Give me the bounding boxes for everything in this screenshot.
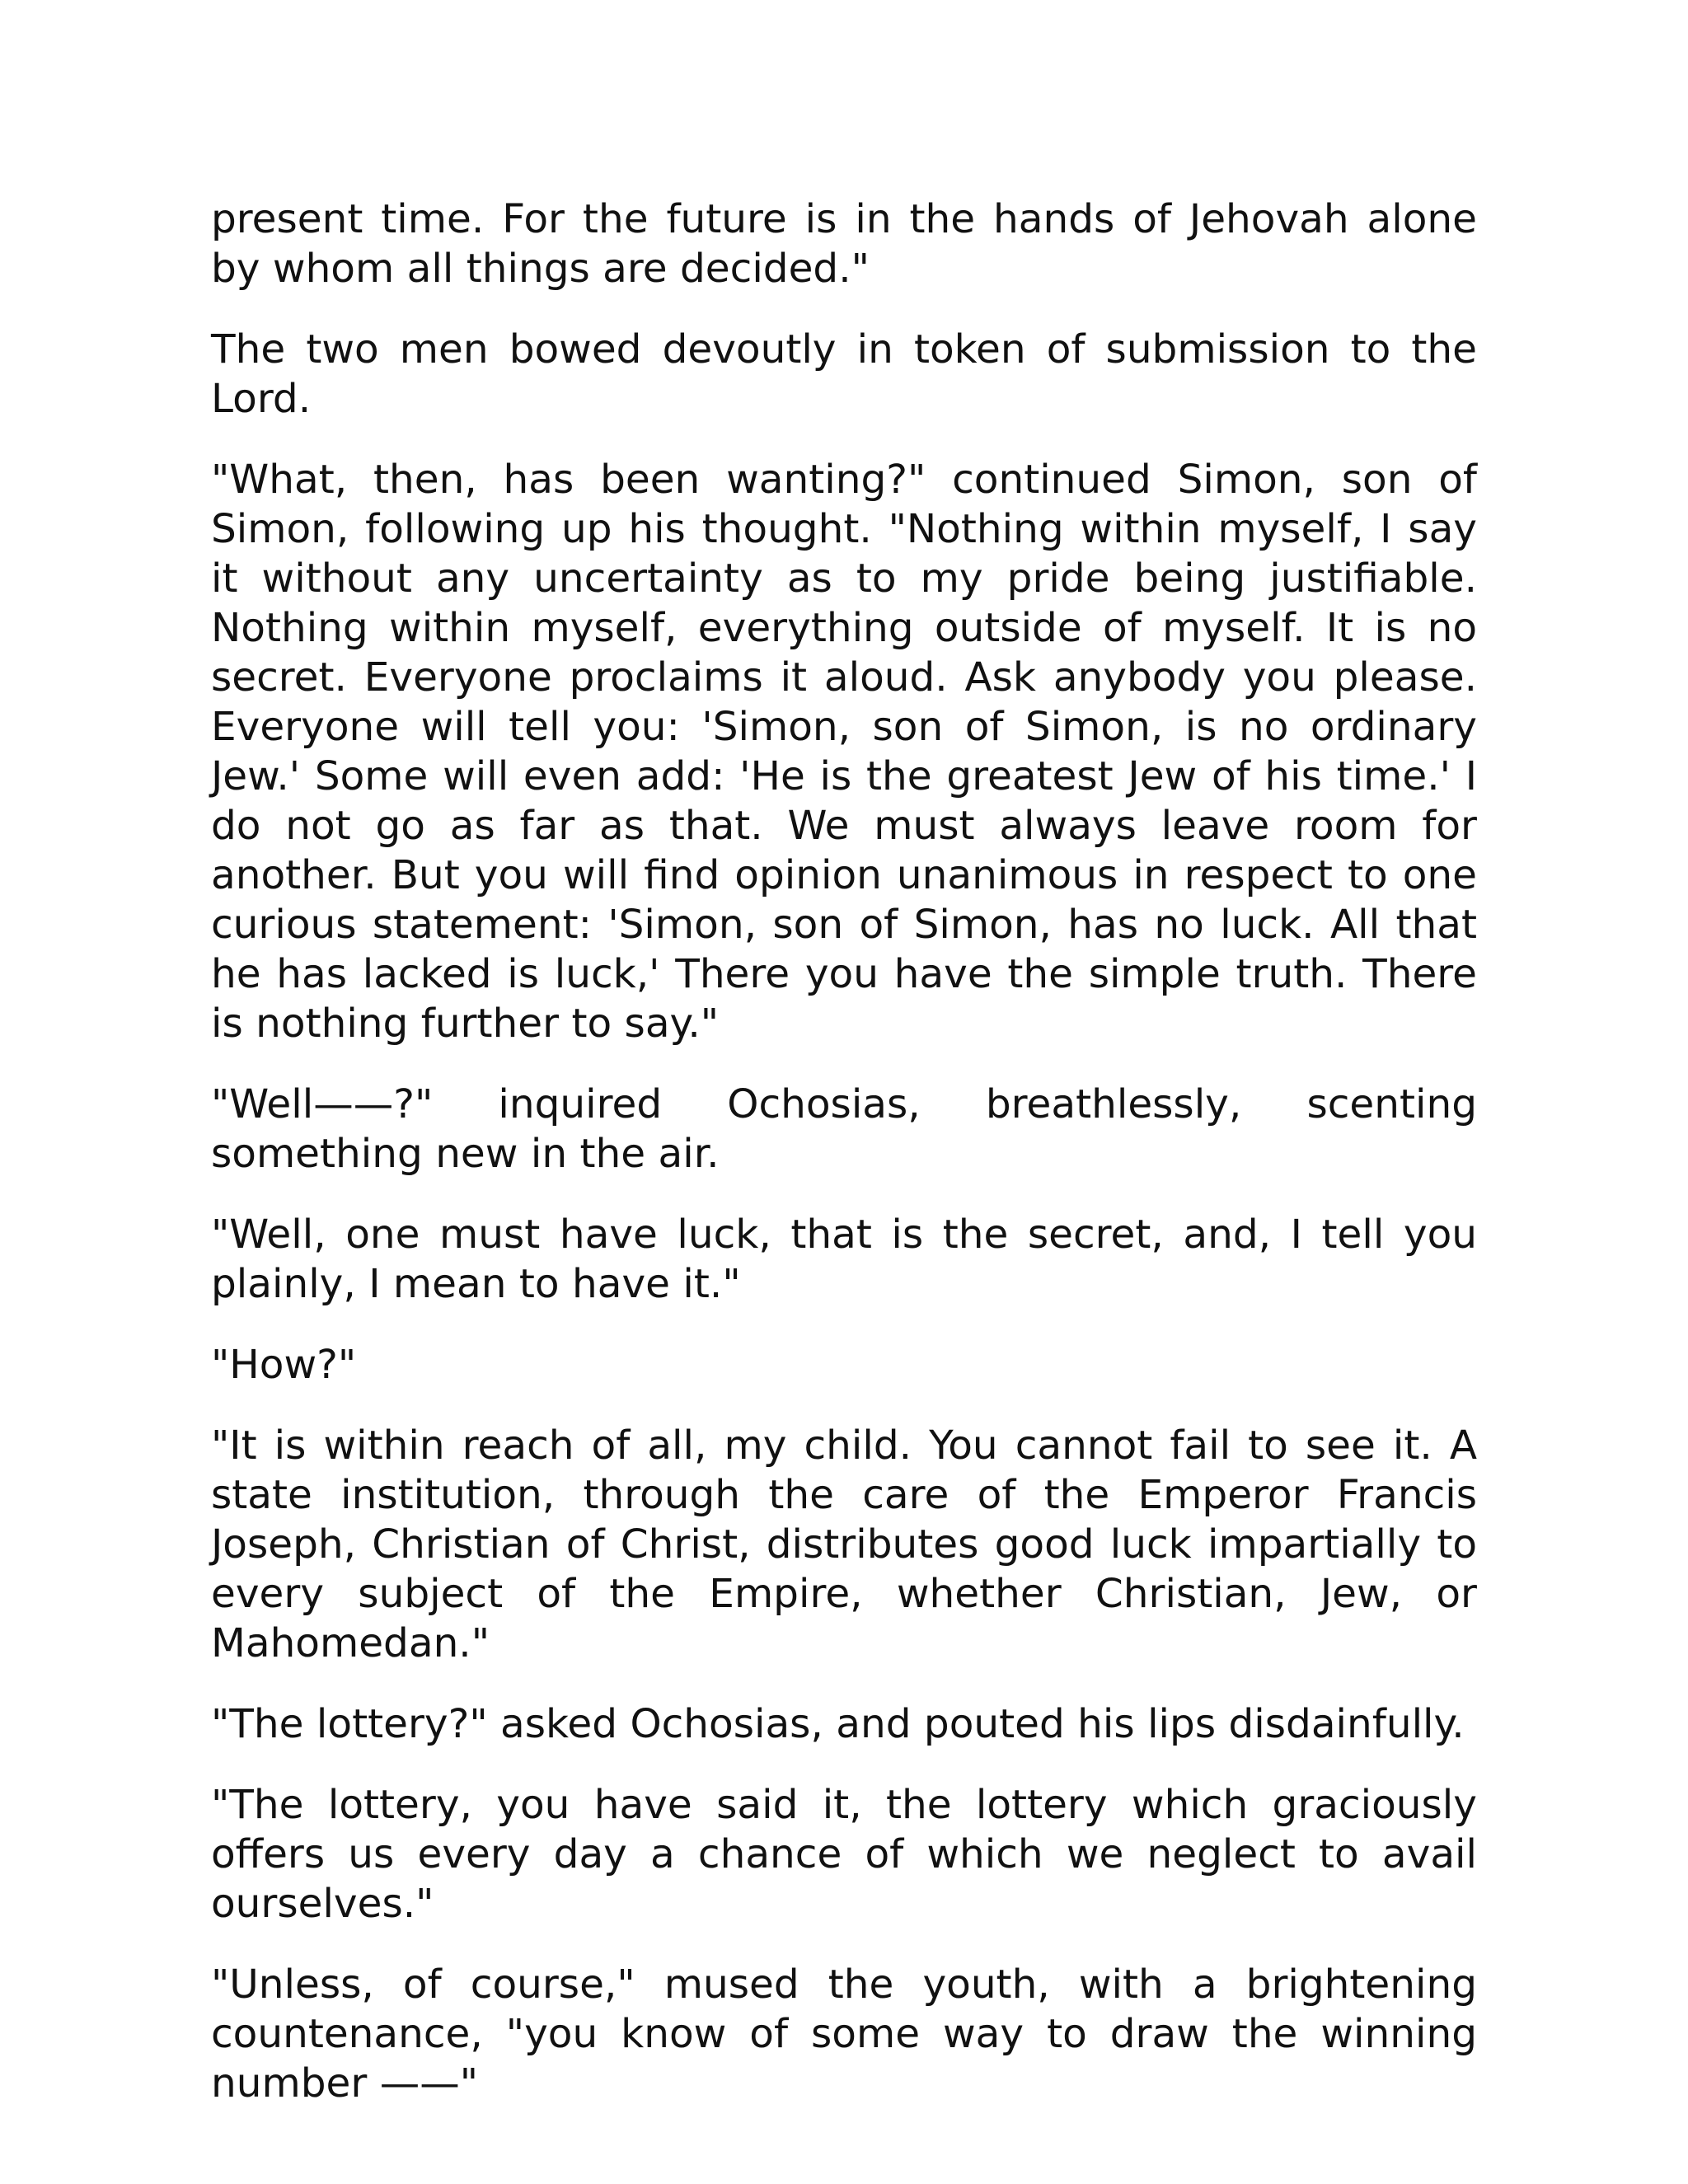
paragraph: "What, then, has been wanting?" continued Simon, son of Simon, following up his thought. "Nothing within myself, I say it without any uncertainty as to my pride being justifiable. Nothing within myself, everything outside of myself. It is no secret. Everyone proclaims it aloud. Ask anybody you please. Everyone will tell you: 'Simon, son of Simon, is no ordinary Jew.' Some will even add: 'He is the greatest Jew of his time.' I do not go as far as that. We must always leave room for another. But you will find opinion unanimous in respect to one curious statement: 'Simon, son of Simon, has no luck. All that he has lacked is luck,' There you have the simple truth. There is nothing further to say." bbox=[211, 457, 1477, 1047]
paragraph: The two men bowed devoutly in token of submission to the Lord. bbox=[211, 326, 1477, 422]
paragraph: "Well——?" inquired Ochosias, breathlessly, scenting something new in the air. bbox=[211, 1081, 1477, 1177]
paragraph: "The lottery?" asked Ochosias, and pouted his lips disdainfully. bbox=[211, 1701, 1465, 1747]
paragraph: present time. For the future is in the hands of Jehovah alone by whom all things are decided." bbox=[211, 196, 1477, 292]
paragraph: "Unless, of course," mused the youth, with a brightening countenance, "you know of some way to draw the winning number ——" bbox=[211, 1961, 1477, 2107]
paragraph: "How?" bbox=[211, 1342, 357, 1388]
paragraph: "The lottery, you have said it, the lottery which graciously offers us every day a chance of which we neglect to avail ourselves." bbox=[211, 1782, 1477, 1927]
document-page bbox=[211, 194, 1477, 2108]
paragraph: "Well, one must have luck, that is the secret, and, I tell you plainly, I mean to have it." bbox=[211, 1212, 1477, 1307]
paragraph: "It is within reach of all, my child. You cannot fail to see it. A state institution, through the care of the Emperor Francis Joseph, Christian of Christ, distributes good luck impartially to every subject of the Empire, whether Christian, Jew, or Mahomedan." bbox=[211, 1422, 1477, 1666]
